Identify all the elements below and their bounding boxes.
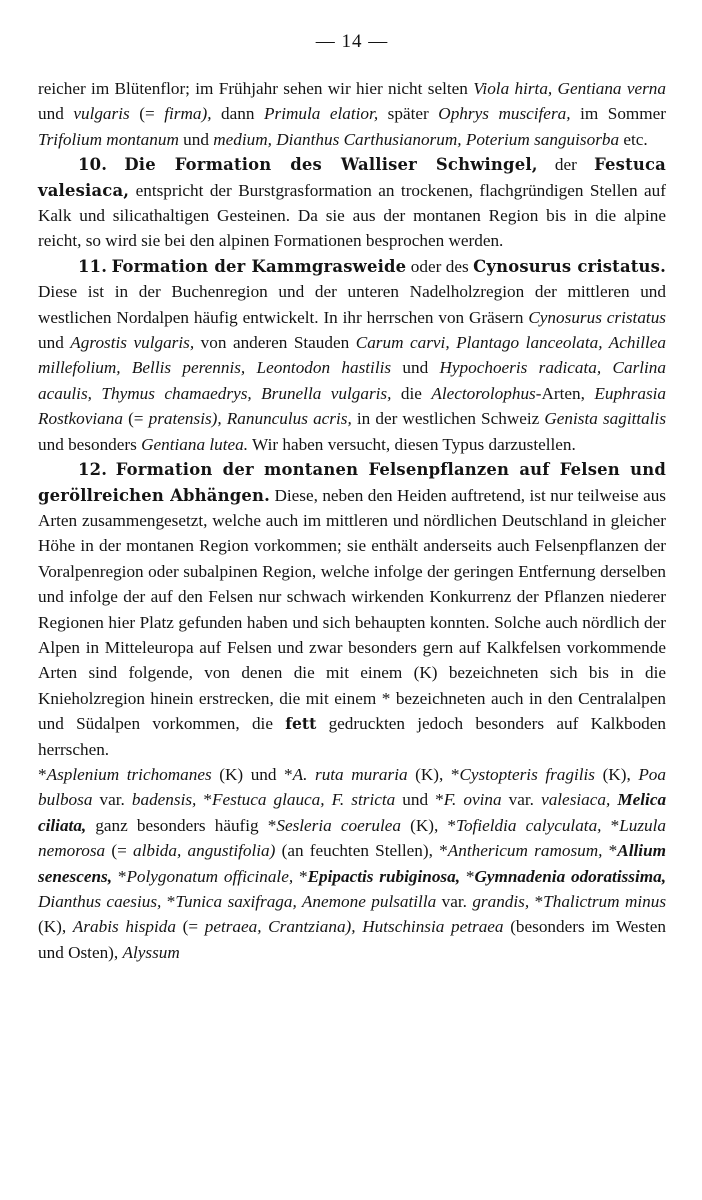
text-run: (besonders im Westen und Osten), (38, 917, 666, 962)
text-run: (an feuchten Stellen), * (275, 841, 448, 861)
species-name: A. ruta muraria (292, 764, 408, 784)
species-name: Gentiana lutea. (141, 434, 249, 454)
species-name: Trifolium montanum (38, 129, 179, 149)
text-run: (= (105, 841, 134, 861)
species-name: badensis, (131, 790, 197, 810)
text-run: und (178, 129, 214, 149)
text-run: -Arten, (535, 383, 595, 403)
species-name: medium, Dianthus Carthusianorum, Poterium sanguisorba (213, 129, 620, 149)
species-name: Hypochoeris radicata, Carlina acaulis, Thymus chamaedrys, Brunella vulgaris, (38, 358, 666, 403)
section-number: 11. (78, 256, 108, 276)
text-run: * (602, 841, 618, 861)
text-run: (K), (595, 764, 639, 784)
text-run: * (112, 866, 127, 886)
text-run: * (293, 866, 308, 886)
species-name: Dianthus caesius, (38, 892, 162, 911)
species-name: Alectorolophus (431, 383, 536, 403)
text-run: * (529, 892, 544, 911)
section-12 (38, 457, 666, 965)
species-name: Arabis hispida (72, 917, 176, 937)
species-name: Tofieldia calyculata, (455, 815, 602, 835)
text-run: (K), (38, 917, 73, 937)
species-name: petraea, Crantziana), Hutschinsia petraea (204, 917, 504, 937)
text-run: Diese ist in der Buchenregion und der unteren Nadelholzregion der mittleren und westlichen Nordalpen häufig entwickelt. In ihr herrschen von Gräsern (38, 282, 666, 327)
species-name: Sesleria coerulea (276, 815, 401, 835)
species-name: Tunica saxifraga, Anemone pulsatilla (175, 892, 437, 911)
species-name: Primula elatior, (264, 104, 379, 124)
species-name: Polygonatum officinale, (126, 866, 294, 886)
text-run: entspricht der Burstgrasformation an trockenen, flachgründigen Stellen auf Kalk und silicathaltigen Gesteinen. Da sie aus der montanen Region bis in die alpine reicht, so wird sie bei den alpinen Formationen besprochen werden. (38, 180, 666, 251)
text-run: die (391, 383, 432, 403)
text-run: * (161, 892, 176, 911)
text-run: Diese, neben den Heiden auftretend, ist nur teilweise aus Arten zusammengesetzt, welche auch im mittleren und nördlichen Deutschland in gleicher Höhe in der montanen Region vorkommen; sie enthält anderseits auch Felsenpflanzen der Voralpenregion oder subalpinen Region, welche infolge der geringen Entfernung derselben und infolge der auf den Felsen nur schwach wirkenden Konkurrenz der Pflanzen niederer Regionen hier Platz gefunden haben und sich behaupten konnten. Solche auch nördlich der Alpen in Mitteleuropa auf Felsen und zwar besonders gern auf Kalkfelsen vorkommende Arten sind folgende, von denen die mit einem (K) bezeichneten sich bis in die Knieholzregion hinein erstrecken, die mit einem * bezeichneten auch in den Centralalpen und Südalpen vorkommen, die (38, 485, 666, 734)
text-run: var. (92, 790, 132, 810)
species-name: valesiaca, (541, 790, 611, 810)
bold-species-name: Festuca valesiaca, (38, 155, 666, 200)
text-run: reicher im Blütenflor; im Frühjahr sehen wir hier nicht selten (38, 79, 474, 98)
text-run: später (378, 104, 439, 124)
species-list (38, 765, 666, 962)
species-name: Cynosurus cristatus (528, 307, 666, 327)
species-name: Poa bulbosa (38, 764, 666, 810)
text-run: (= (122, 409, 149, 429)
species-name: Cystopteris fragilis (459, 764, 596, 784)
text-run: in der westlichen Schweiz (351, 409, 545, 429)
text-run: * (38, 764, 47, 784)
section-heading: Die Formation des Walliser Schwingel, (124, 155, 538, 175)
bold-species-name: Melica ciliata, (38, 790, 667, 835)
text-run: der (537, 155, 595, 175)
section-number: 12. (78, 460, 108, 480)
species-name: Euphrasia Rostkoviana (38, 383, 666, 429)
text-run: von anderen Stauden (194, 333, 356, 353)
bold-species-name: Cynosurus cristatus. (473, 256, 666, 276)
species-name: Ophrys muscifera, (438, 104, 571, 124)
species-name: Alyssum (122, 942, 180, 962)
species-name: Viola hirta, Gentiana verna (473, 79, 666, 98)
text-run: etc. (619, 129, 648, 149)
species-name: vulgaris (73, 104, 130, 124)
text-run: im Sommer (570, 104, 667, 124)
text-run: * (460, 866, 475, 886)
text-run: var. (436, 892, 473, 911)
species-name: Anthericum ramosum, (447, 841, 603, 861)
species-name: Luzula nemorosa (38, 815, 666, 861)
text-run: und (391, 358, 440, 378)
text-run: und (38, 104, 74, 124)
species-name: firma), (164, 104, 212, 124)
species-name: Genista sagittalis (544, 409, 667, 429)
text-run: (K), * (400, 815, 456, 835)
species-name: F. ovina (443, 790, 502, 810)
section-heading: Formation der montanen Felsenpflanzen auf Felsen und geröllreichen Abhängen. (38, 460, 666, 505)
bold-species-name: Epipactis rubiginosa, (307, 866, 461, 886)
species-name: albida, angustifolia) (133, 841, 276, 861)
body-text (38, 76, 666, 965)
text-run: * (601, 815, 620, 835)
bold-species-name: Gymnadenia odoratissima, (474, 866, 667, 886)
species-name: grandis, (472, 892, 530, 911)
text-run: var. (501, 790, 542, 810)
paragraph-continuation (38, 76, 666, 152)
text-run: dann (211, 104, 264, 124)
text-run: und (38, 333, 71, 353)
species-name: Ranunculus acris, (226, 409, 352, 429)
section-heading: Formation der Kammgrasweide (111, 256, 407, 276)
text-run: und * (395, 790, 444, 810)
section-number: 10. (78, 155, 108, 175)
section-11 (38, 254, 666, 457)
section-10 (38, 152, 666, 254)
bold-word: fett (285, 714, 317, 734)
bold-species-name: Allium senescens, (38, 841, 666, 886)
species-name: Asplenium trichomanes (46, 764, 212, 784)
species-name: Carum carvi, Plantago lanceolata, Achillea millefolium, Bellis perennis, Leontodon hastilis (38, 333, 666, 378)
text-run: (= (129, 104, 165, 124)
text-run: oder des (406, 256, 474, 276)
text-run: (K), * (407, 764, 460, 784)
text-run: ganz besonders häufig * (86, 815, 277, 835)
text-run: und besonders (38, 434, 142, 454)
text-run: gedruckten jedoch besonders auf Kalkboden herrschen. (38, 714, 666, 759)
species-name: Thalictrum minus (543, 892, 667, 911)
page-number: — 14 — (315, 31, 389, 52)
text-run: (= (175, 917, 205, 937)
text-run: Wir haben versucht, diesen Typus darzustellen. (248, 434, 576, 454)
species-name: Festuca glauca, F. stricta (212, 790, 396, 810)
text-run: * (196, 790, 213, 810)
species-name: pratensis), (148, 409, 222, 429)
text-run: (K) und * (211, 764, 293, 784)
species-name: Agrostis vulgaris, (70, 333, 195, 353)
